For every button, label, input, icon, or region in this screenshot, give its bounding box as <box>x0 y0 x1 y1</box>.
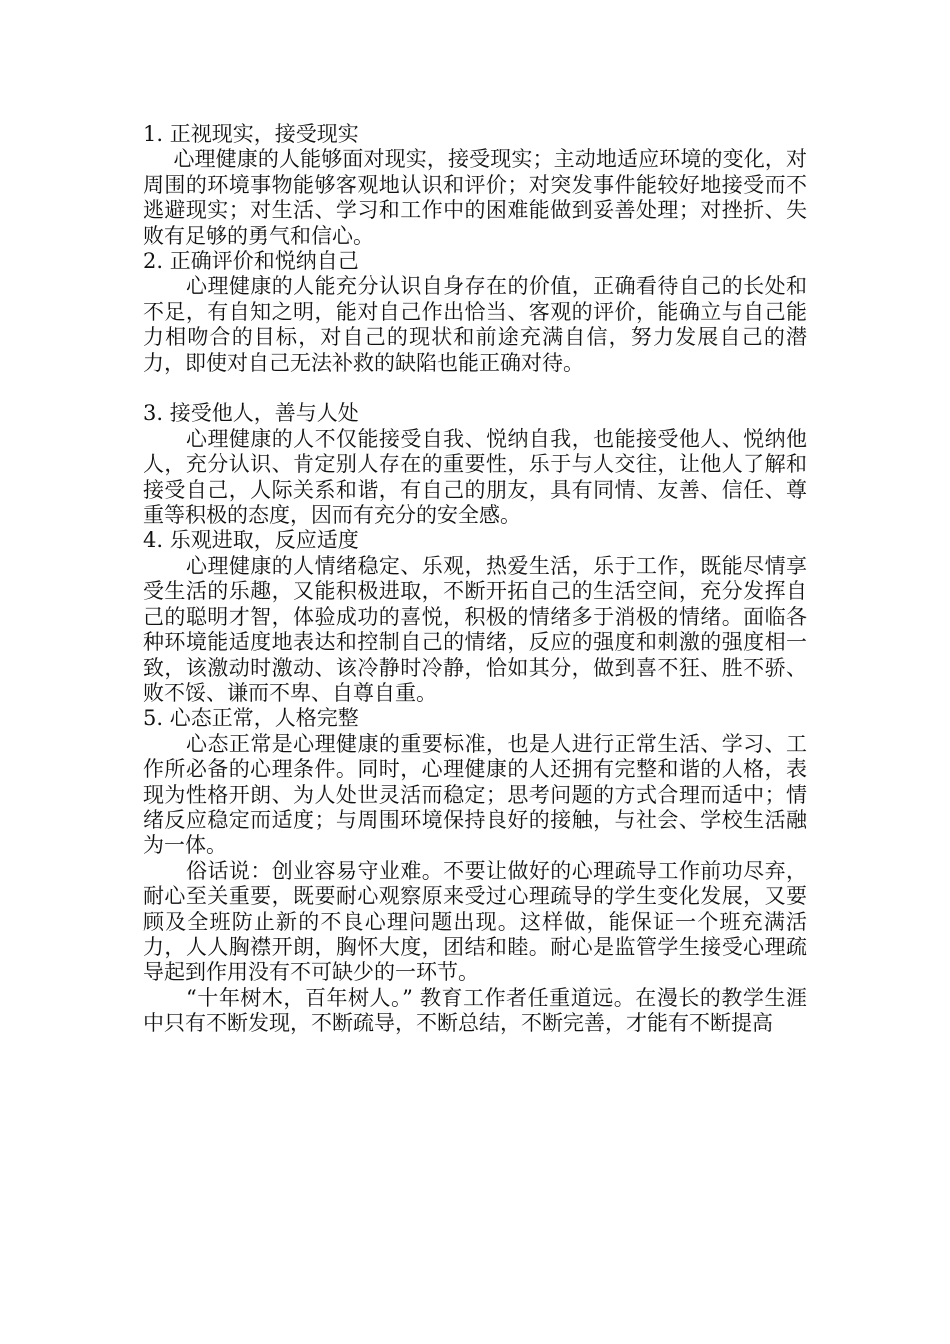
section-4-paragraph: 心理健康的人情绪稳定、乐观，热爱生活，乐于工作，既能尽情享受生活的乐趣，又能积极进取，不断开拓自己的生活空间，充分发挥自己的聪明才智，体验成功的喜悦，积极的情绪多于消极的情绪。面临各种环境能适度地表达和控制自己的情绪，反应的强度和刺激的强度相一致，该激动时激动、该冷静时冷静，恰如其分，做到喜不狂、胜不骄、败不馁、谦而不卑、自尊自重。 <box>143 553 807 705</box>
section-5-heading: 5. 心态正常，人格完整 <box>143 706 359 731</box>
section-5-paragraph: 心态正常是心理健康的重要标准，也是人进行正常生活、学习、工作所必备的心理条件。同时，心理健康的人还拥有完整和谐的人格，表现为性格开朗、为人处世灵活而稳定；思考问题的方式合理而适中；情绪反应稳定而适度；与周围环境保持良好的接触，与社会、学校生活融为一体。 <box>143 731 807 858</box>
section-3-paragraph: 心理健康的人不仅能接受自我、悦纳自我，也能接受他人、悦纳他人，充分认识、肯定别人存在的重要性，乐于与人交往，让他人了解和接受自己，人际关系和谐，有自己的朋友，具有同情、友善、信任、尊重等积极的态度，因而有充分的安全感。 <box>143 426 807 528</box>
closing-paragraph-proverb: 俗话说：创业容易守业难。不要让做好的心理疏导工作前功尽弃，耐心至关重要，既要耐心观察原来受过心理疏导的学生变化发展，又要顾及全班防止新的不良心理问题出现。这样做，能保证一个班充满活力，人人胸襟开朗，胸怀大度，团结和睦。耐心是监管学生接受心理疏导起到作用没有不可缺少的一环节。 <box>143 858 807 985</box>
section-1-heading: 1. 正视现实，接受现实 <box>143 122 359 146</box>
section-3-heading: 3. 接受他人，善与人处 <box>143 401 359 426</box>
closing-paragraph-education: “十年树木，百年树人。” 教育工作者任重道远。在漫长的教学生涯中只有不断发现，不断疏导，不断总结，不断完善，才能有不断提高 <box>143 985 807 1036</box>
section-1-paragraph: 心理健康的人能够面对现实，接受现实；主动地适应环境的变化，对周围的环境事物能够客观地认识和评价；对突发事件能较好地接受而不逃避现实；对生活、学习和工作中的困难能做到妥善处理；对挫折、失败有足够的勇气和信心。 <box>143 147 807 248</box>
section-4-heading: 4. 乐观进取，反应适度 <box>143 528 359 553</box>
section-2-heading: 2. 正确评价和悦纳自己 <box>143 249 359 274</box>
blank-line <box>143 376 807 401</box>
section-2-paragraph: 心理健康的人能充分认识自身存在的价值，正确看待自己的长处和不足，有自知之明，能对自己作出恰当、客观的评价，能确立与自己能力相吻合的目标，对自己的现状和前途充满自信，努力发展自己的潜力，即使对自己无法补救的缺陷也能正确对待。 <box>143 274 807 375</box>
document-body <box>143 122 807 1037</box>
